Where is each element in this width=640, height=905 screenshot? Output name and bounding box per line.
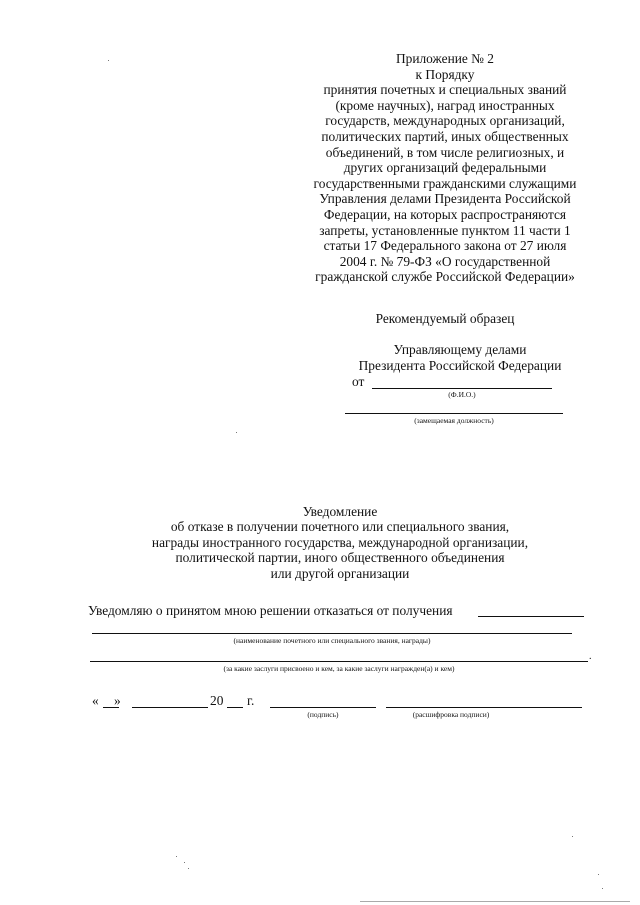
recommended-sample-label: Рекомендуемый образец: [375, 311, 515, 326]
scan-speck: [236, 432, 237, 433]
signature-decode-field-line[interactable]: [386, 707, 582, 708]
position-caption: (замещаемая должность): [414, 416, 494, 425]
year-suffix: г.: [247, 693, 255, 708]
signature-caption: (подпись): [307, 710, 339, 719]
scan-speck: [598, 874, 599, 875]
appendix-line: Федерации, на которых распространяются: [323, 206, 567, 222]
date-open-quote: «: [92, 693, 99, 708]
year-field-line[interactable]: [227, 707, 243, 708]
award-inline-field-line[interactable]: [478, 616, 584, 617]
addressee-line-1: Управляющему делами: [393, 342, 527, 357]
year-prefix: 20: [210, 693, 224, 708]
position-field-line[interactable]: [345, 413, 563, 414]
appendix-line: государственными гражданскими служащими: [313, 175, 577, 191]
merit-field-line[interactable]: [90, 661, 588, 662]
scan-speck: [176, 856, 177, 857]
month-field-line[interactable]: [132, 707, 208, 708]
scan-edge-line: [360, 901, 630, 902]
appendix-header: [300, 51, 590, 285]
fio-field-line[interactable]: [372, 388, 552, 389]
appendix-line: государств, международных организаций,: [325, 113, 565, 129]
appendix-line: объединений, в том числе религиозных, и: [325, 144, 565, 160]
appendix-line: к Порядку: [415, 66, 475, 82]
day-field-line[interactable]: [103, 707, 119, 708]
merit-caption: (за какие заслуги присвоено и кем, за какие заслуги награжден(а) и кем): [223, 664, 455, 673]
decode-caption: (расшифровка подписи): [412, 710, 490, 719]
date-close-quote: »: [114, 693, 121, 708]
notice-title: Уведомление: [302, 504, 378, 519]
notification-statement: Уведомляю о принятом мною решении отказаться от получения: [88, 603, 453, 618]
signature-field-line[interactable]: [270, 707, 376, 708]
appendix-line: политических партий, иных общественных: [321, 128, 569, 144]
scan-speck: [572, 836, 573, 837]
appendix-line: гражданской службе Российской Федерации»: [315, 269, 575, 285]
appendix-line: статьи 17 Федерального закона от 27 июля: [323, 238, 567, 254]
appendix-line: принятия почетных и специальных званий: [323, 82, 567, 98]
appendix-line: (кроме научных), наград иностранных: [335, 97, 555, 113]
appendix-line: других организаций федеральными: [343, 160, 547, 176]
scan-speck: [108, 60, 109, 61]
from-label: от: [352, 374, 365, 389]
appendix-line: запреты, установленные пунктом 11 части 1: [319, 222, 571, 238]
scan-speck: [184, 862, 185, 863]
award-name-caption: (наименование почетного или специального звания, награды): [233, 636, 431, 645]
notice-line: об отказе в получении почетного или специального звания,: [170, 519, 510, 535]
fio-caption: (Ф.И.О.): [448, 390, 476, 399]
notice-line: или другой организации: [270, 565, 410, 581]
appendix-line: 2004 г. № 79-ФЗ «О государственной: [339, 253, 551, 269]
appendix-line: Приложение № 2: [395, 51, 495, 66]
addressee-block: [330, 342, 590, 373]
award-name-field-line[interactable]: [92, 633, 572, 634]
scan-speck: [188, 868, 189, 869]
scan-speck: [602, 888, 603, 889]
notice-heading: [90, 504, 590, 581]
addressee-line-2: Президента Российской Федерации: [358, 357, 562, 373]
notice-line: политической партии, иного общественного объединения: [175, 550, 505, 566]
line-end-dot: .: [589, 651, 592, 662]
notice-line: награды иностранного государства, международной организации,: [151, 534, 529, 550]
appendix-line: Управления делами Президента Российской: [319, 191, 571, 207]
